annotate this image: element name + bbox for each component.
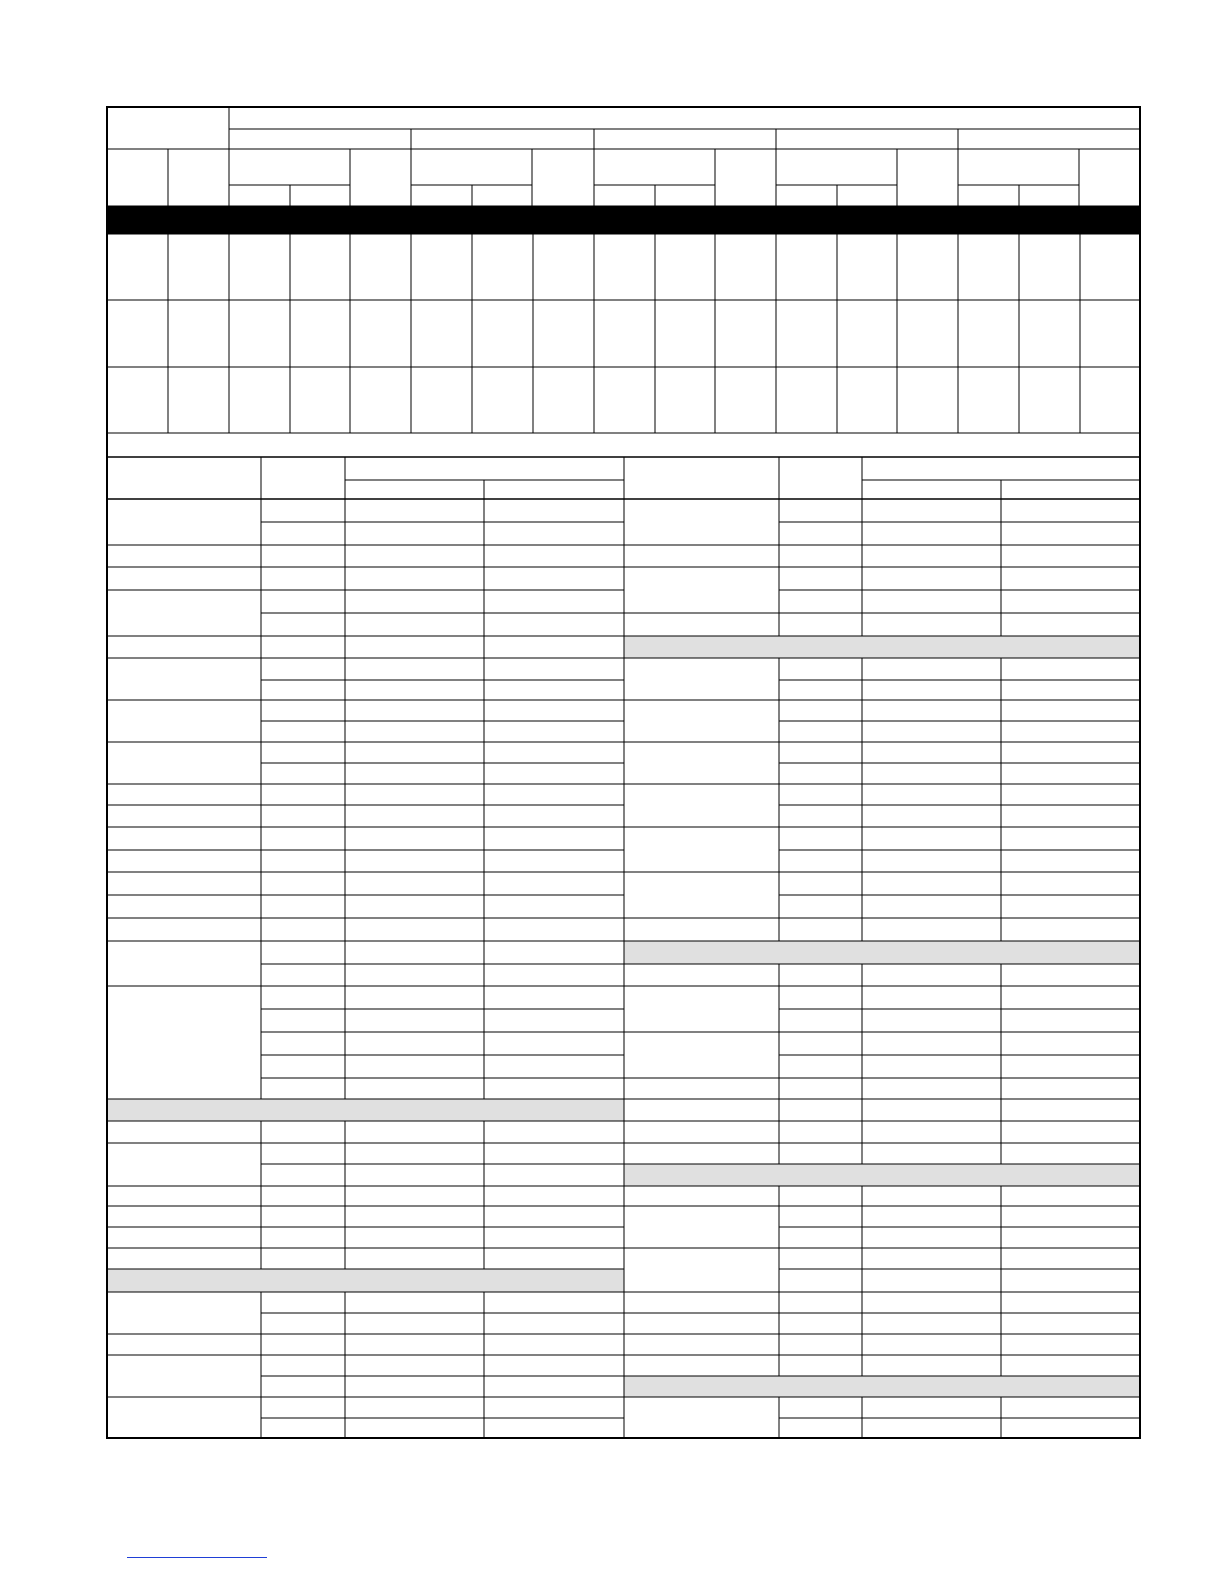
left-section-band-0 <box>107 1099 624 1121</box>
left-section-band-1 <box>107 1269 624 1292</box>
right-section-band-3 <box>624 1376 1140 1397</box>
right-section-band-0 <box>624 636 1140 658</box>
right-section-band-2 <box>624 1164 1140 1186</box>
right-section-band-1 <box>624 941 1140 964</box>
footer-link[interactable] <box>127 1557 267 1558</box>
header-bar <box>107 206 1140 234</box>
